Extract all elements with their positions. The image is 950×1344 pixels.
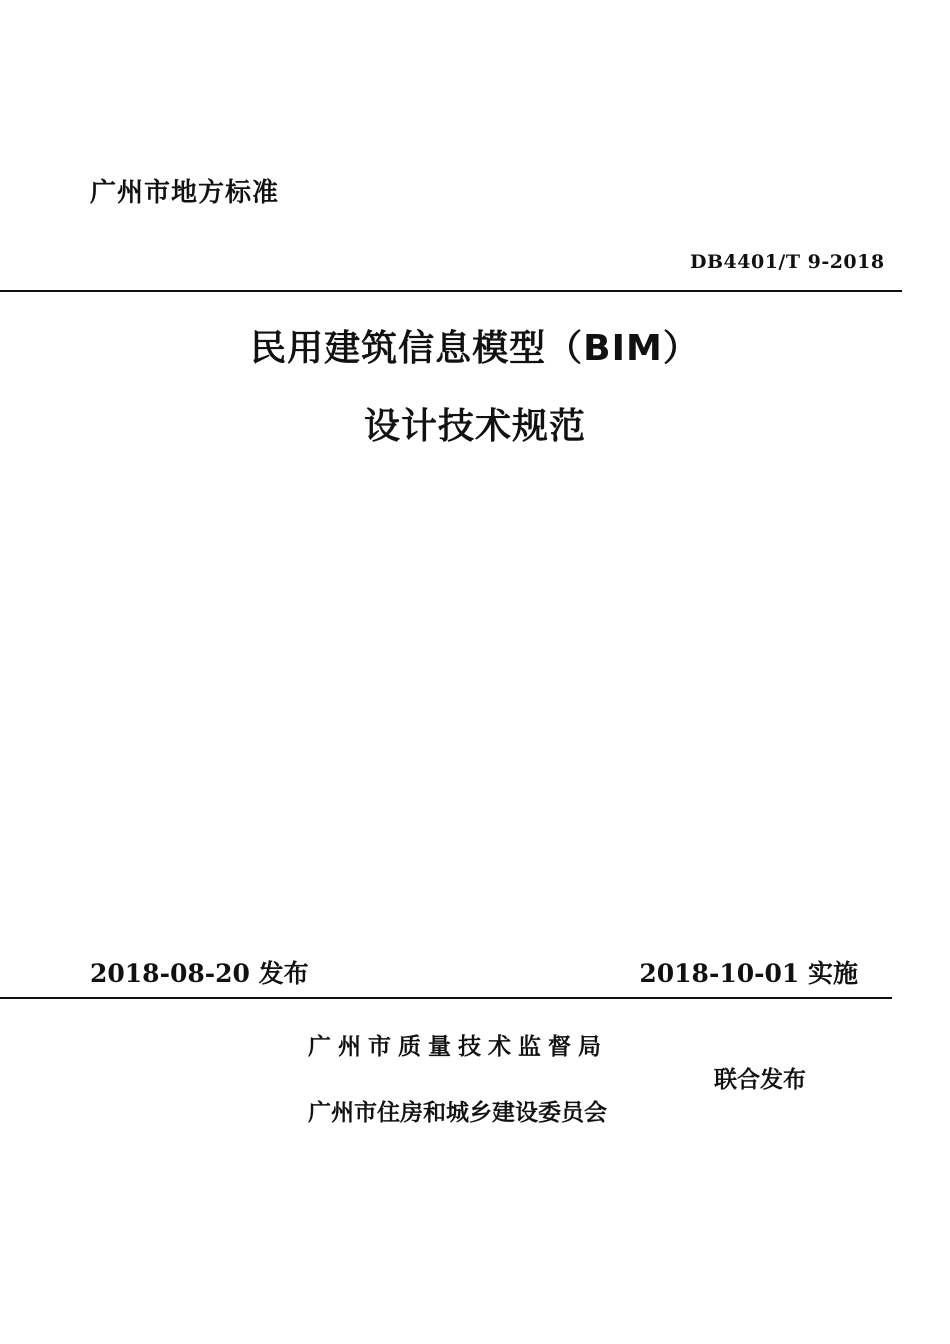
document-title-line-2: 设计技术规范 [363,406,586,447]
standard-category: 广州市地方标准 [90,178,280,208]
standard-number: DB4401/T 9-2018 [690,251,885,273]
document-title-line-1: 民用建筑信息模型（BIM） [250,328,700,369]
implementation-date: 2018-10-01 实施 [639,959,858,988]
joint-issue-label: 联合发布 [714,1067,806,1093]
issuer-housing-committee: 广州市住房和城乡建设委员会 [308,1100,607,1126]
top-divider [0,290,902,292]
issuer-quality-bureau: 广州市质量技术监督局 [308,1034,608,1060]
issue-date: 2018-08-20 发布 [90,959,309,988]
bottom-divider [0,997,892,999]
